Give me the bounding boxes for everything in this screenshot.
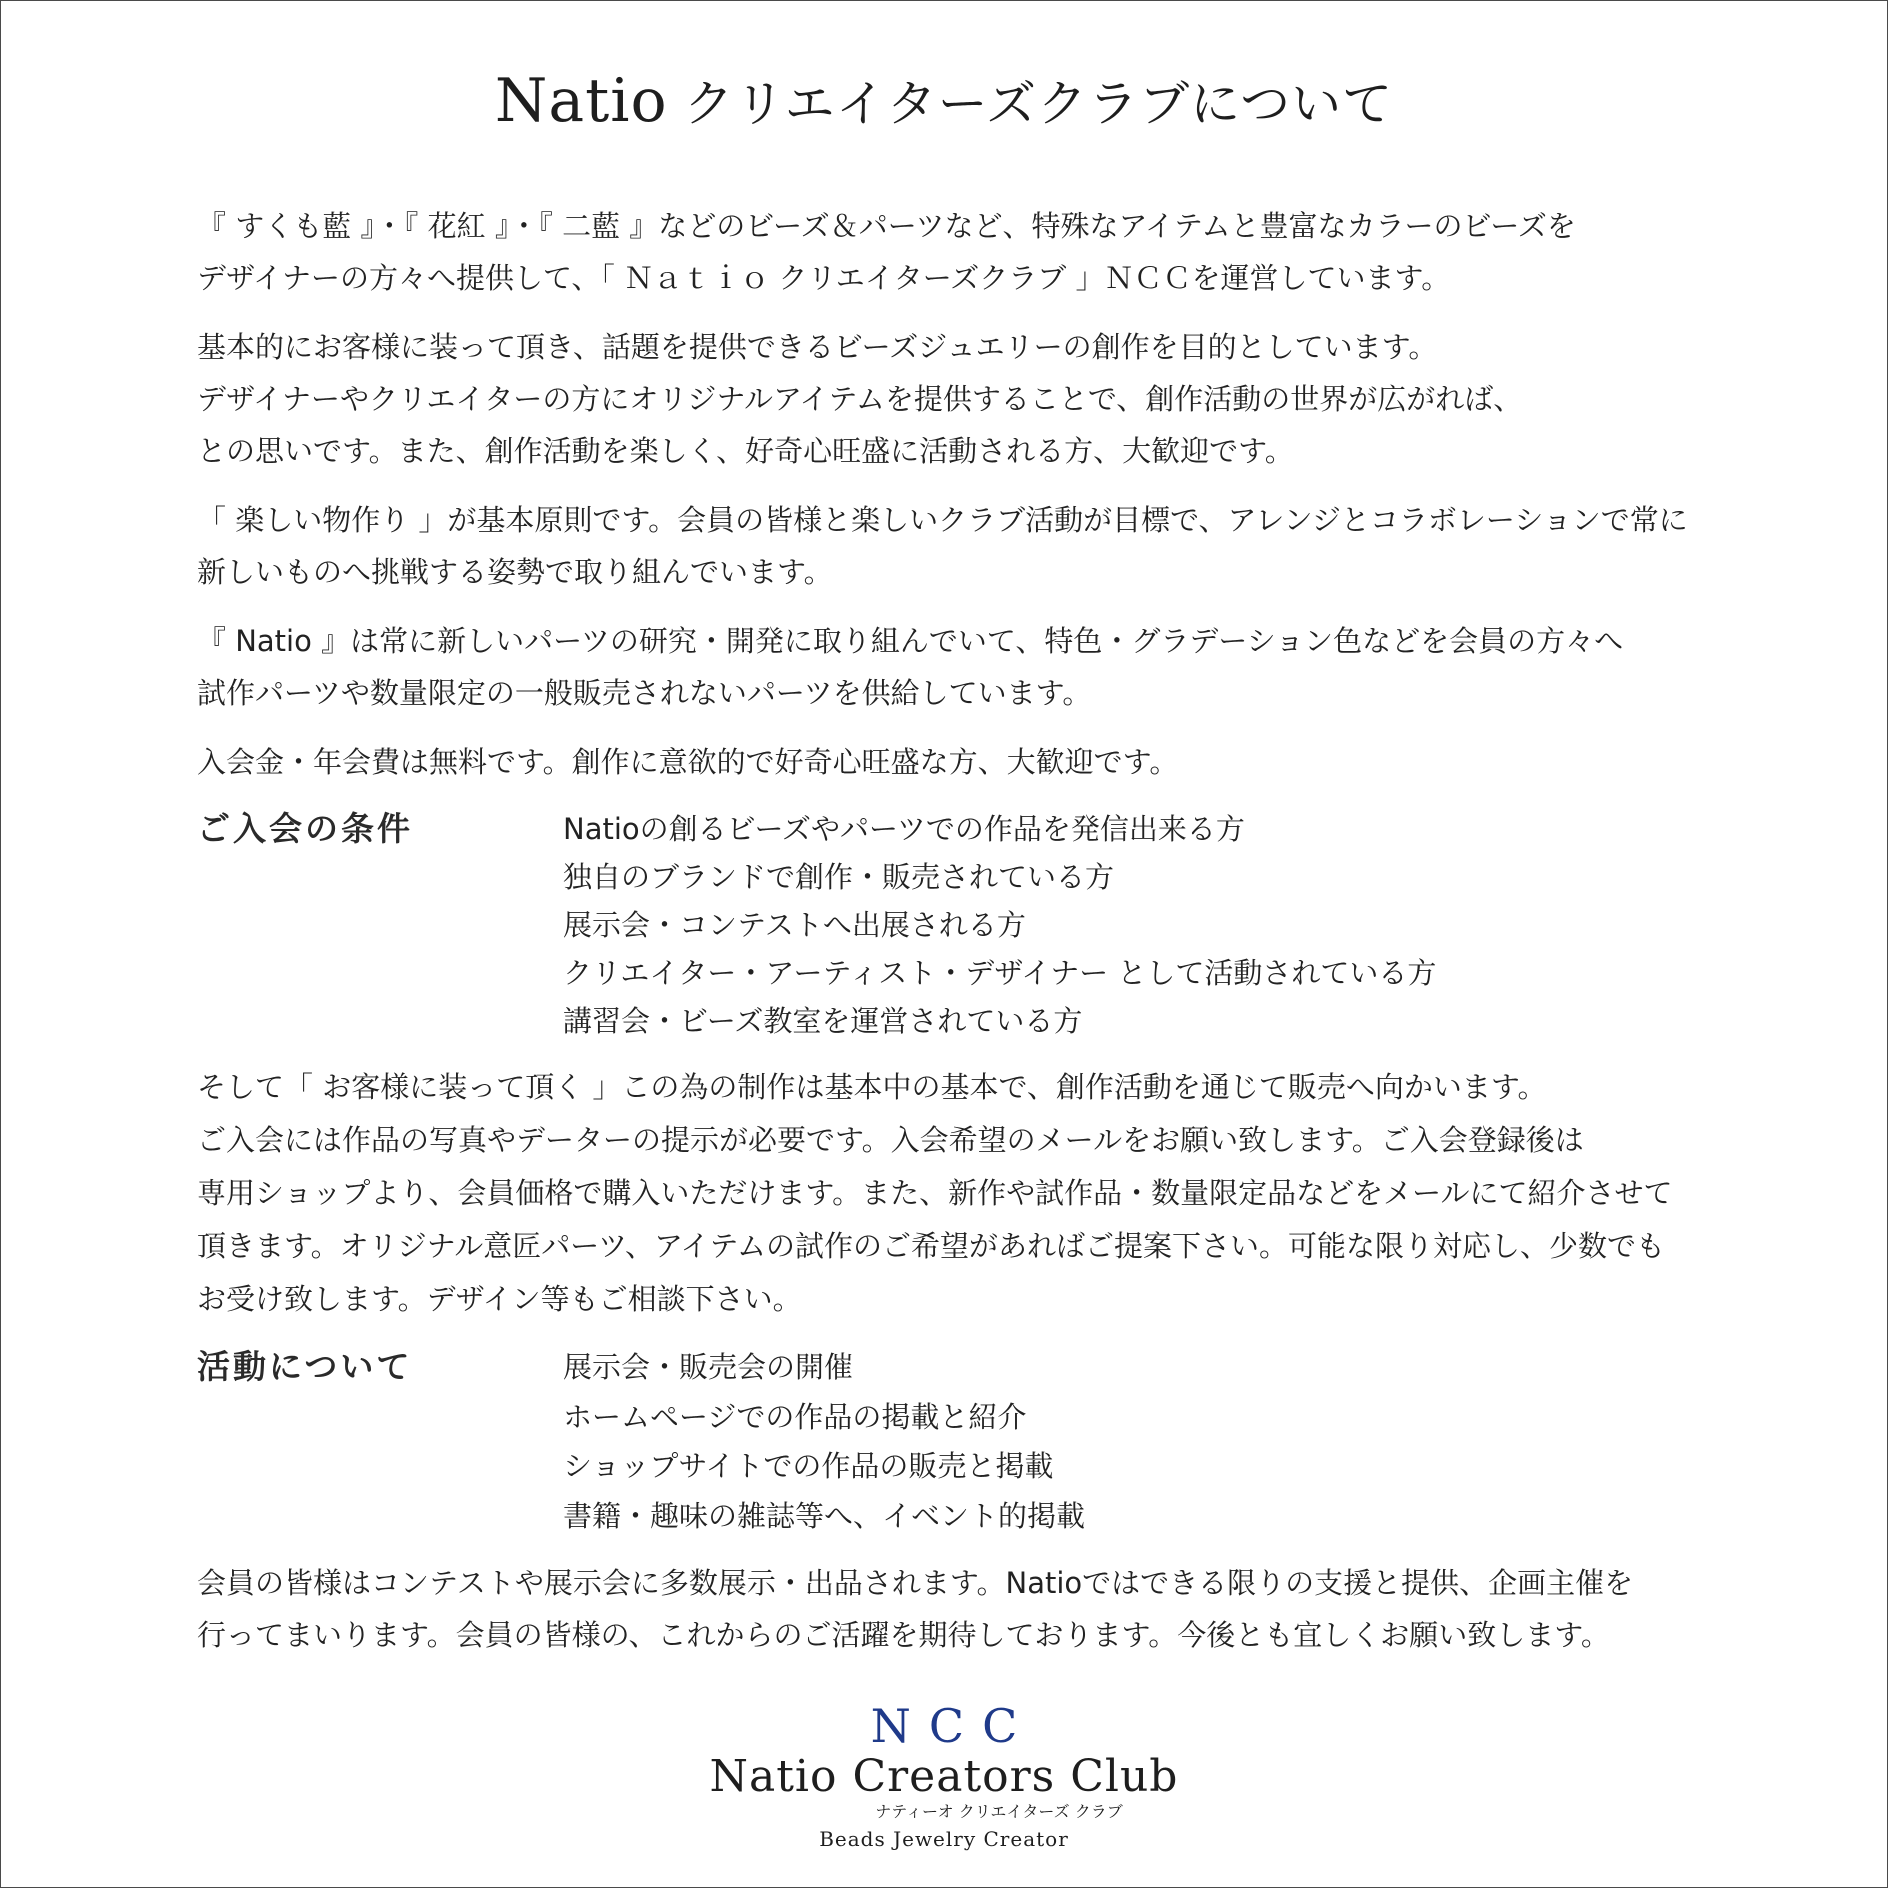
- activities-heading: 活動について: [197, 1347, 413, 1386]
- title-brand: Natio: [494, 66, 668, 136]
- conditions-section: [197, 805, 1717, 1045]
- logo-kana: ナティーオ クリエイターズ クラブ: [875, 1802, 1123, 1821]
- conditions-list: [563, 805, 1717, 1045]
- paragraph-line: 『 すくも藍 』・『 花紅 』・『 二藍 』などのビーズ＆パーツなど、特殊なアイテムと豊富なカラーのビーズを: [197, 209, 1576, 243]
- list-item: 独自のブランドで創作・販売されている方: [563, 860, 1115, 894]
- paragraph-line: お受け致します。デザイン等もご相談下さい。: [197, 1282, 802, 1316]
- paragraph-line: ご入会には作品の写真やデーターの提示が必要です。入会希望のメールをお願い致します。ご入会登録後は: [197, 1123, 1584, 1157]
- paragraph-line: 試作パーツや数量限定の一般販売されないパーツを供給しています。: [197, 676, 1092, 710]
- list-item: ショップサイトでの作品の販売と掲載: [563, 1449, 1054, 1483]
- document-body: [197, 200, 1717, 1678]
- membership-paragraph: [197, 1061, 1717, 1326]
- list-item: 展示会・販売会の開催: [563, 1350, 854, 1384]
- paragraph-line: 基本的にお客様に装って頂き、話題を提供できるビーズジュエリーの創作を目的としています。: [197, 330, 1438, 364]
- activities-list: [563, 1343, 1717, 1541]
- list-item: 書籍・趣味の雑誌等へ、イベント的掲載: [563, 1498, 1086, 1533]
- activities-section: [197, 1343, 1717, 1541]
- intro-paragraph: [197, 200, 1717, 304]
- paragraph-line: そして「 お客様に装って頂く 」この為の制作は基本中の基本で、創作活動を通じて販売へ向かいます。: [197, 1070, 1547, 1104]
- closing-paragraph: [197, 1557, 1717, 1661]
- list-item: クリエイター・アーティスト・デザイナー として活動されている方: [563, 956, 1437, 990]
- paragraph-line: 会員の皆様はコンテストや展示会に多数展示・出品されます。Natioではできる限りの支援と提供、企画主催を: [197, 1566, 1634, 1600]
- fee-paragraph: [197, 736, 1717, 788]
- paragraph-line: デザイナーやクリエイターの方にオリジナルアイテムを提供することで、創作活動の世界が広がれば、: [197, 382, 1523, 416]
- page-title: [0, 64, 1888, 136]
- paragraph-line: 行ってまいります。会員の皆様の、これからのご活躍を期待しております。今後とも宜しくお願い致します。: [197, 1618, 1610, 1652]
- list-item: 展示会・コンテストへ出展される方: [563, 908, 1026, 942]
- purpose-paragraph: [197, 321, 1717, 477]
- paragraph-line: 頂きます。オリジナル意匠パーツ、アイテムの試作のご希望があればご提案下さい。可能な限り対応し、少数でも: [197, 1229, 1665, 1263]
- list-item: 講習会・ビーズ教室を運営されている方: [563, 1004, 1083, 1038]
- paragraph-line: 新しいものへ挑戦する姿勢で取り組んでいます。: [197, 555, 833, 589]
- principle-paragraph: [197, 494, 1717, 598]
- paragraph-line: 専用ショップより、会員価格で購入いただけます。また、新作や試作品・数量限定品などをメールにて紹介させて: [197, 1176, 1673, 1210]
- list-item: ホームページでの作品の掲載と紹介: [563, 1399, 1027, 1434]
- logo-abbr: NCC: [870, 1699, 1036, 1753]
- conditions-heading: ご入会の条件: [197, 809, 413, 848]
- ncc-logo: [0, 1700, 1888, 1856]
- paragraph-line: 入会金・年会費は無料です。創作に意欲的で好奇心旺盛な方、大歓迎です。: [197, 745, 1179, 779]
- paragraph-line: 『 Natio 』は常に新しいパーツの研究・開発に取り組んでいて、特色・グラデーション色などを会員の方々へ: [197, 624, 1624, 658]
- title-text: クリエイターズクラブについて: [683, 75, 1394, 133]
- paragraph-line: 「 楽しい物作り 」が基本原則です。会員の皆様と楽しいクラブ活動が目標で、アレンジとコラボレーションで常に: [197, 503, 1688, 537]
- paragraph-line: との思いです。また、創作活動を楽しく、好奇心旺盛に活動される方、大歓迎です。: [197, 434, 1294, 468]
- logo-name: Natio Creators Club: [709, 1751, 1179, 1802]
- logo-tagline: Beads Jewelry Creator: [819, 1827, 1069, 1851]
- research-paragraph: [197, 615, 1717, 719]
- list-item: Natioの創るビーズやパーツでの作品を発信出来る方: [563, 812, 1245, 846]
- paragraph-line: デザイナーの方々へ提供して、「 Ｎａｔｉｏ クリエイターズクラブ 」ＮＣＣを運営しています。: [197, 261, 1451, 295]
